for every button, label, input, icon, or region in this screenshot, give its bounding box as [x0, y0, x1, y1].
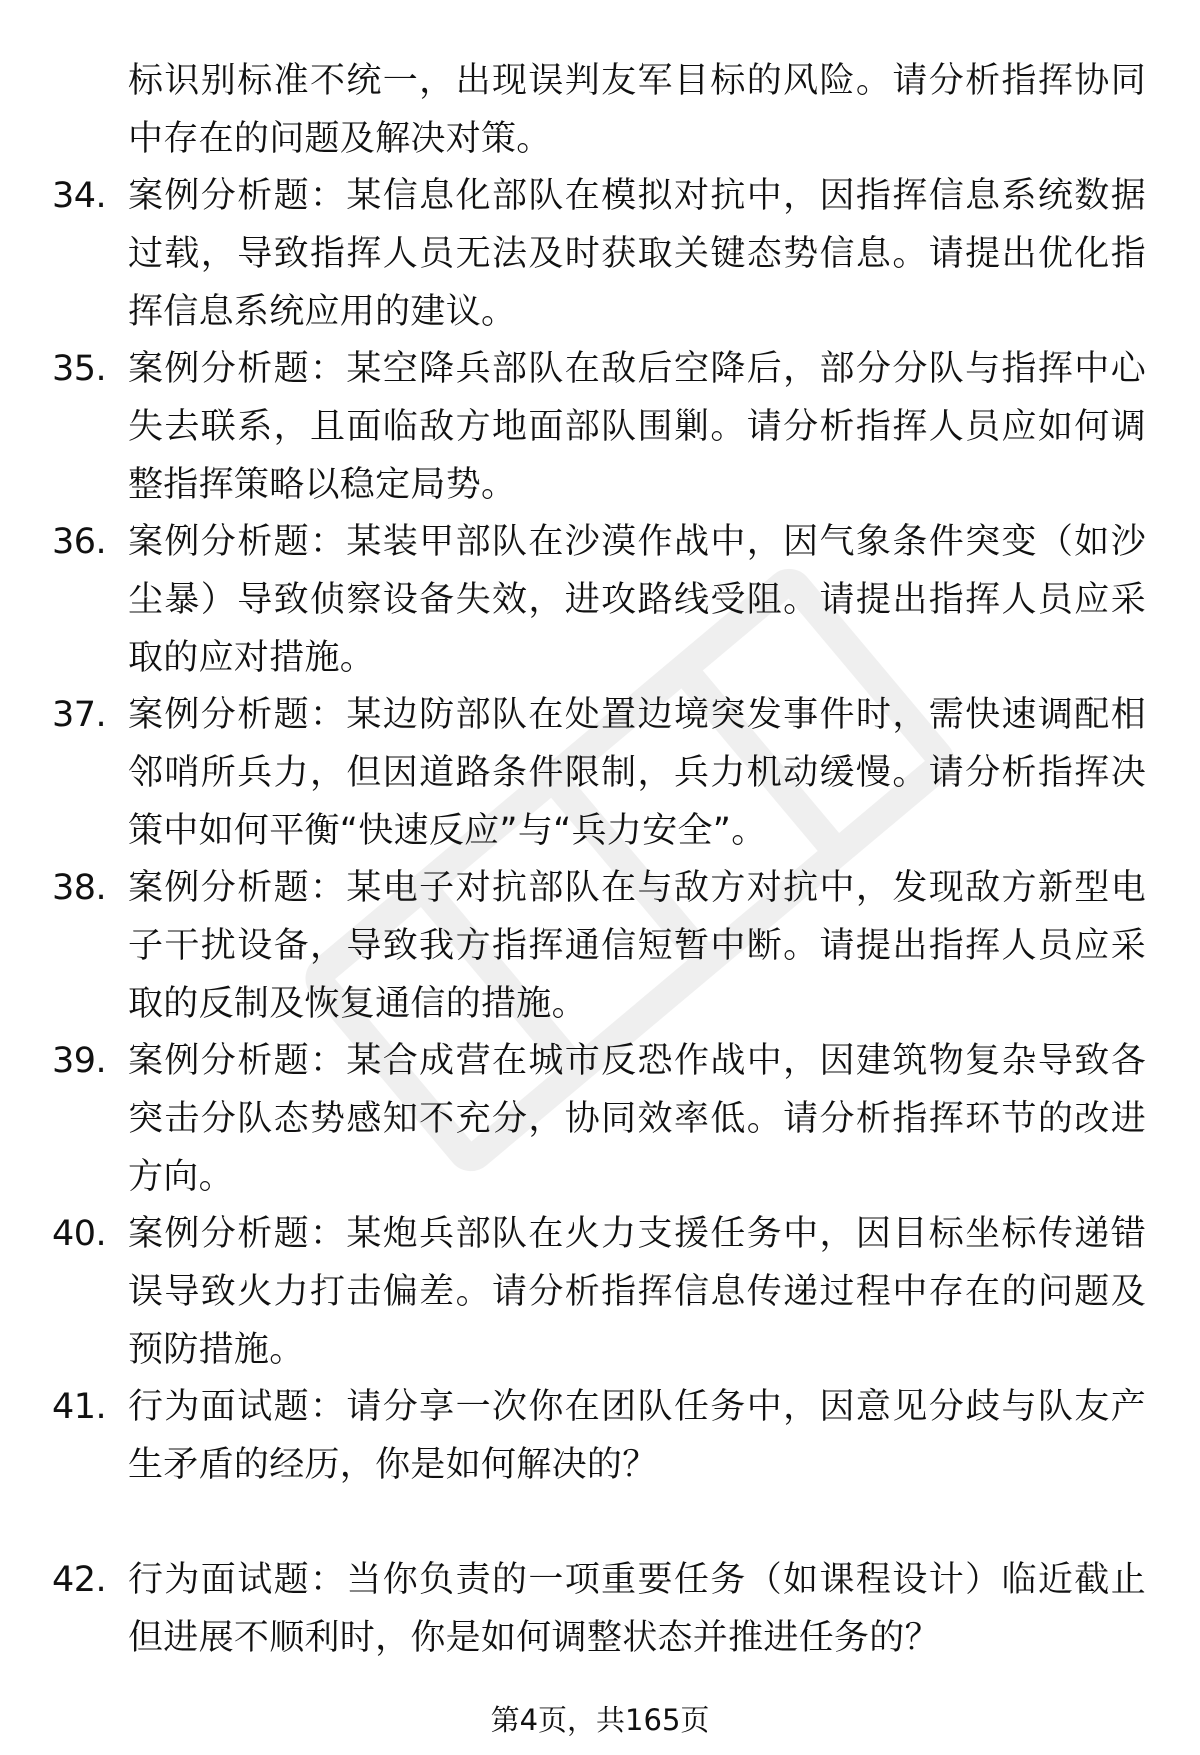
item-text: 标识别标准不统一，出现误判友军目标的风险。请分析指挥协同中存在的问题及解决对策。 — [128, 61, 1146, 159]
item-number: 36. — [52, 522, 107, 562]
item-text: 案例分析题：某边防部队在处置边境突发事件时，需快速调配相邻哨所兵力，但因道路条件限制，兵力机动缓慢。请分析指挥决策中如何平衡“快速反应”与“兵力安全”。 — [128, 695, 1146, 851]
item-text: 案例分析题：某装甲部队在沙漠作战中，因气象条件突变（如沙尘暴）导致侦察设备失效，进攻路线受阻。请提出指挥人员应采取的应对措施。 — [128, 522, 1146, 678]
item-text: 行为面试题：当你负责的一项重要任务（如课程设计）临近截止但进展不顺利时，你是如何调整状态并推进任务的？ — [128, 1560, 1146, 1658]
item-text: 案例分析题：某合成营在城市反恐作战中，因建筑物复杂导致各突击分队态势感知不充分，协同效率低。请分析指挥环节的改进方向。 — [128, 1041, 1146, 1197]
item-number: 40. — [52, 1214, 107, 1254]
item-number: 35. — [52, 349, 107, 389]
item-number: 38. — [52, 868, 107, 908]
item-text: 案例分析题：某炮兵部队在火力支援任务中，因目标坐标传递错误导致火力打击偏差。请分析指挥信息传递过程中存在的问题及预防措施。 — [128, 1214, 1146, 1370]
page-footer: 第4页，共165页 — [490, 1703, 710, 1737]
item-number: 39. — [52, 1041, 107, 1081]
item-text: 案例分析题：某空降兵部队在敌后空降后，部分分队与指挥中心失去联系，且面临敌方地面部队围剿。请分析指挥人员应如何调整指挥策略以稳定局势。 — [128, 349, 1146, 505]
item-number: 37. — [52, 695, 107, 735]
item-number: 42. — [52, 1560, 107, 1600]
item-number: 34. — [52, 176, 107, 216]
item-number: 41. — [52, 1387, 107, 1427]
item-text: 行为面试题：请分享一次你在团队任务中，因意见分歧与队友产生矛盾的经历，你是如何解决的？ — [128, 1387, 1146, 1485]
item-text: 案例分析题：某电子对抗部队在与敌方对抗中，发现敌方新型电子干扰设备，导致我方指挥通信短暂中断。请提出指挥人员应采取的反制及恢复通信的措施。 — [128, 868, 1146, 1024]
item-text: 案例分析题：某信息化部队在模拟对抗中，因指挥信息系统数据过载，导致指挥人员无法及时获取关键态势信息。请提出优化指挥信息系统应用的建议。 — [128, 176, 1146, 332]
